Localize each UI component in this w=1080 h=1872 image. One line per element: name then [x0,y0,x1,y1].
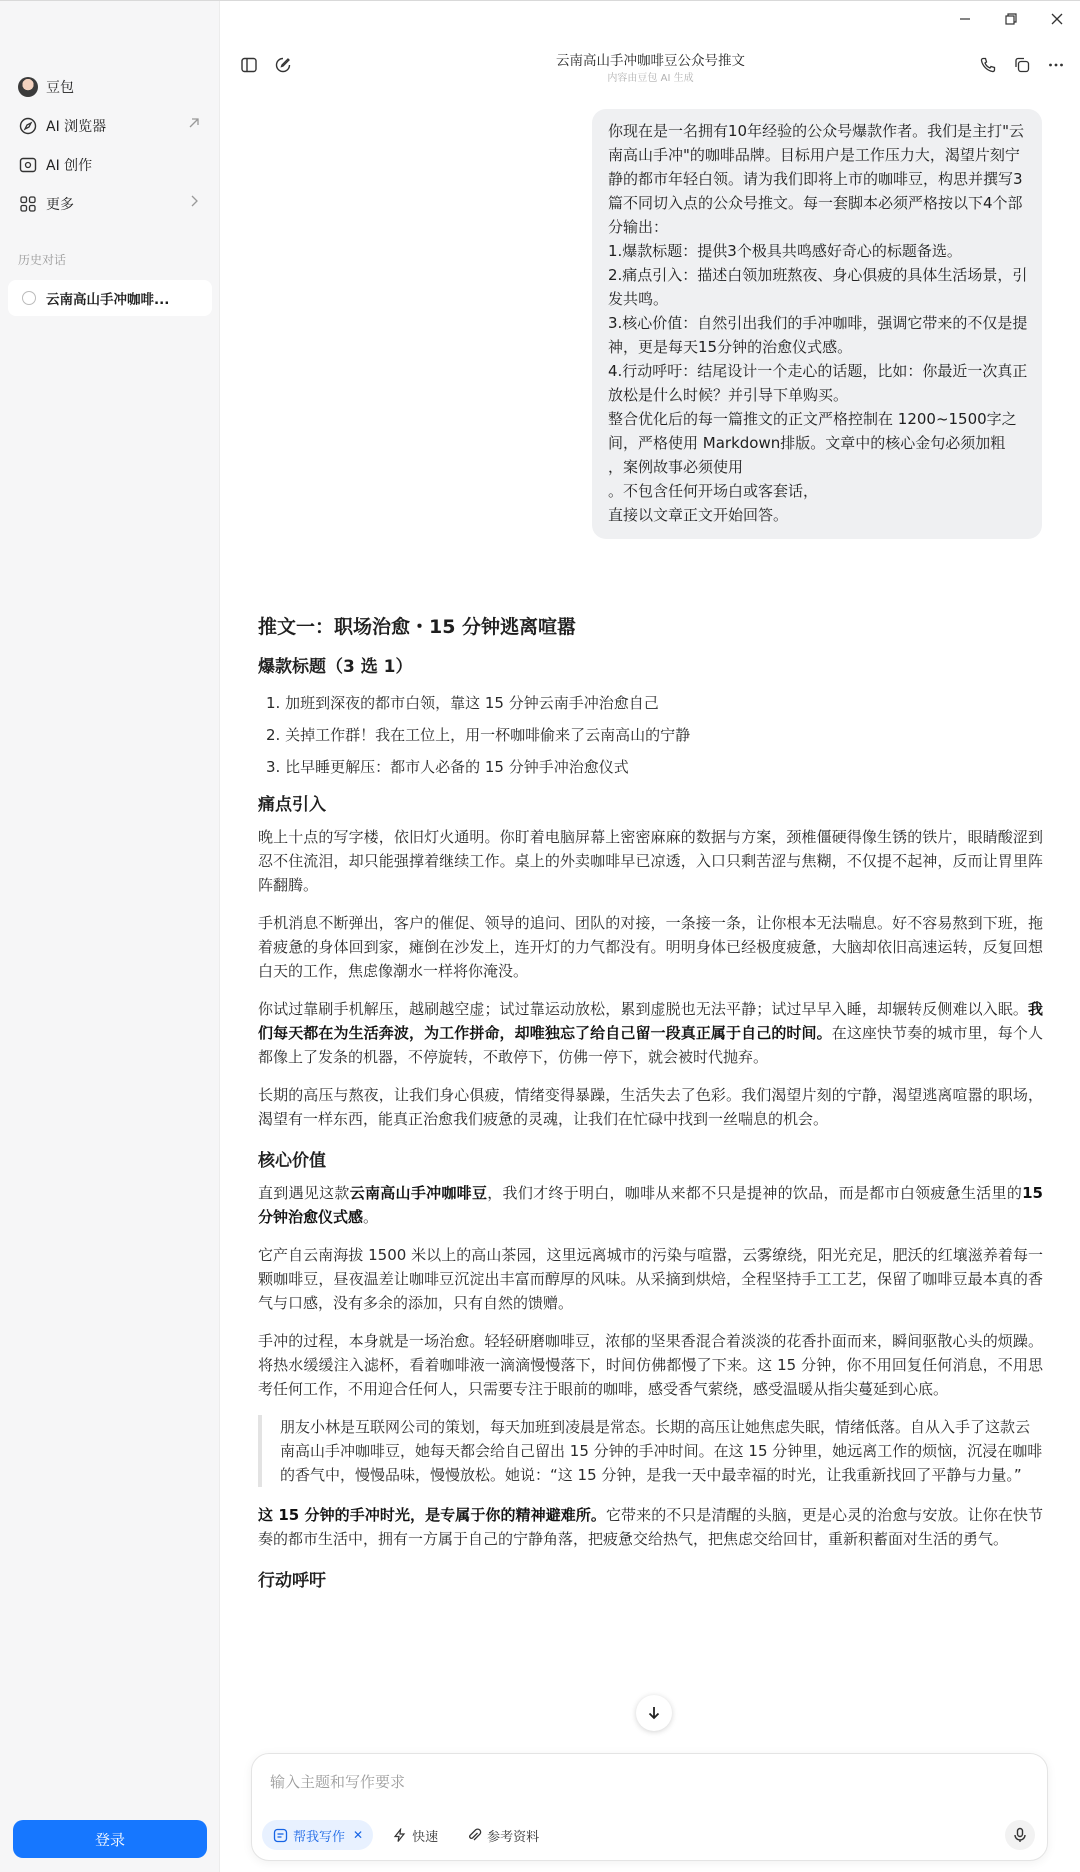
window-controls [942,1,1080,37]
sidebar-item-ai-create[interactable] [8,145,211,184]
conversation-title: 云南高山手冲咖啡豆公众号推文 [556,53,745,69]
chat-icon [22,291,36,305]
chevron-right-icon [187,194,201,212]
bold-product: 云南高山手冲咖啡豆 [349,1184,488,1202]
sidebar-nav [8,67,211,223]
section-heading-action: 行动呼吁 [258,1571,326,1591]
paperclip-icon [466,1827,482,1843]
bold-quote: 这 15 分钟的手冲时光，是专属于你的精神避难所。 [258,1506,606,1524]
header-right-tools [978,55,1066,75]
more-button[interactable] [1046,55,1066,75]
scroll-to-bottom-button[interactable] [636,1695,672,1731]
sidebar-item-label: AI 浏览器 [46,118,107,135]
chip-label: 参考资料 [487,1829,540,1845]
paragraph-text: ，我们才终于明白，咖啡从来都不只是提神的饮品，而是都市白领疲惫生活里的 [487,1184,1023,1202]
paragraph-text: 它带来的不只是清醒的头脑，更是心灵的治愈与安放。让你在快节奏的都市生活中，拥有一方属于自己的宁静角落，把疲惫交给热气，把焦虑交给回甘，重新积蓄面对生活的勇气。 [258,1506,1043,1548]
section-heading-pain: 痛点引入 [258,795,326,815]
paragraph-text: 直到遇见这款 [258,1184,350,1202]
paragraph [258,1503,1043,1551]
chip-label: 帮我写作 [293,1829,346,1845]
paragraph-text: 在这座快节奏的城市里，每个人都像上了发条的机器，不停旋转，不敢停下，仿佛一停下，就会被时代抛弃。 [258,1024,1043,1066]
copy-button[interactable] [1012,55,1032,75]
history-item-label: 云南高山手冲咖啡... [46,292,170,308]
voice-input-button[interactable] [1005,1820,1035,1850]
paragraph: 手机消息不断弹出，客户的催促、领导的追问、团队的对接，一条接一条，让你根本无法喘息。好不容易熬到下班，拖着疲惫的身体回到家，瘫倒在沙发上，连开灯的力气都没有。明明身体已经极度疲惫，大脑却依旧高速运转，反复回想白天的工作，焦虑像潮水一样将你淹没。 [258,914,1043,980]
paragraph-text: 。 [363,1208,379,1226]
restore-button[interactable] [988,1,1034,37]
microphone-icon [1012,1827,1028,1843]
reference-chip[interactable] [456,1820,549,1850]
case-story-quote: 朋友小林是互联网公司的策划，每天加班到凌晨是常态。长期的高压让她焦虑失眠，情绪低落。自从入手了这款云南高山手冲咖啡豆，她每天都会给自己留出 15 分钟的手冲时间。在这 15 分钟里，她远离工作的烦恼，沉浸在咖啡的香气中，慢慢品味，慢慢放松。她说：“这 15 分钟，是我一天中最幸福的时光，让我重新找回了平静与力量。” [258,1415,1043,1487]
paragraph [258,997,1043,1069]
message-composer [251,1753,1048,1861]
history-section-label: 历史对话 [18,253,67,267]
close-icon[interactable]: ✕ [353,1828,364,1842]
sidebar-item-label: 豆包 [46,79,74,96]
paragraph: 长期的高压与熬夜，让我们身心俱疲，情绪变得暴躁，生活失去了色彩。我们渴望片刻的宁静，渴望逃离喧嚣的职场，渴望有一样东西，能真正治愈我们疲惫的灵魂，让我们在忙碌中找到一丝喘息的机会。 [258,1086,1043,1128]
list-item: 2. 关掉工作群！我在工位上，用一杯咖啡偷来了云南高山的宁静 [266,726,691,744]
arrow-down-icon [646,1705,662,1721]
sidebar-item-ai-browser[interactable] [8,106,211,145]
sidebar [0,1,220,1872]
conversation-header [221,37,1080,87]
pen-icon [272,1827,288,1843]
sidebar-item-doubao[interactable] [8,67,211,106]
paragraph: 晚上十点的写字楼，依旧灯火通明。你盯着电脑屏幕上密密麻麻的数据与方案，颈椎僵硬得像生锈的铁片，眼睛酸涩到忍不住流泪，却只能强撑着继续工作。桌上的外卖咖啡早已凉透，入口只剩苦涩与焦糊，不仅提不起神，反而让胃里阵阵翻腾。 [258,828,1043,894]
call-button[interactable] [978,55,998,75]
sidebar-item-more[interactable] [8,184,211,223]
login-button[interactable]: 登录 [13,1820,207,1858]
paragraph: 手冲的过程，本身就是一场治愈。轻轻研磨咖啡豆，浓郁的坚果香混合着淡淡的花香扑面而来，瞬间驱散心头的烦躁。将热水缓缓注入滤杯，看着咖啡液一滴滴慢慢落下，时间仿佛都慢了下来。这 15 分钟，你不用回复任何消息，不用思考任何工作，不用迎合任何人，只需要专注于眼前的咖啡，感受香气萦绕，感受温暖从指尖蔓延到心底。 [258,1332,1043,1398]
user-message-bubble: 你现在是一名拥有10年经验的公众号爆款作者。我们是主打"云南高山手冲"的咖啡品牌。目标用户是工作压力大，渴望片刻宁静的都市年轻白领。请为我们即将上市的咖啡豆，构思并撰写3篇不同切入点的公众号推文。每一套脚本必须严格按以下4个部分输出： 1.爆款标题：提供3个极具共鸣感好奇心的标题备选。 2.痛点引入：描述白领加班熬夜、身心俱疲的具体生活场景，引发共鸣。 3.核心价值：自然引出我们的手冲咖啡，强调它带来的不仅是提神，更是每天15分钟的治愈仪式感。 4.行动呼吁：结尾设计一个走心的话题，比如：你最近一次真正放松是什么时候？并引导下单购买。 整合优化后的每一篇推文的正文严格控制在 1200~1500字之间，严格使用 Markdown排版。文章中的核心金句必须加粗 ，案例故事必须使用 。不包含任何开场白或客套话， 直接以文章正文开始回答。 [592,109,1042,539]
more-icon [1047,56,1065,74]
section-heading-headlines: 爆款标题（3 选 1） [258,657,413,677]
fast-mode-chip[interactable] [381,1820,448,1850]
list-item: 1. 加班到深夜的都市白领，靠这 15 分钟云南手冲治愈自己 [266,694,659,712]
writing-mode-chip[interactable] [262,1820,373,1850]
list-item: 3. 比早睡更解压：都市人必备的 15 分钟手冲治愈仪式 [266,758,629,776]
compass-icon [18,116,38,136]
paragraph [258,1181,1043,1229]
close-button[interactable] [1034,1,1080,37]
close-icon [1051,13,1063,25]
headline-list [258,687,1043,783]
image-icon [18,155,38,175]
chip-label: 快速 [412,1829,439,1845]
bold-ritual: 15 分钟治愈仪式感 [258,1184,1043,1226]
minimize-icon [959,13,971,25]
article-title: 推文一：职场治愈・15 分钟逃离喧嚣 [258,616,577,638]
composer-chips [262,1820,549,1850]
assistant-response [258,609,1043,1601]
section-heading-core: 核心价值 [258,1151,326,1171]
bolt-icon [391,1827,407,1843]
history-item[interactable] [8,280,212,316]
grid-icon [18,194,38,214]
arrow-up-right-icon [187,116,201,134]
ai-generated-note: 内容由豆包 AI 生成 [607,73,694,84]
paragraph: 它产自云南海拔 1500 米以上的高山茶园，这里远离城市的污染与喧嚣，云雾缭绕，阳光充足，肥沃的红壤滋养着每一颗咖啡豆，昼夜温差让咖啡豆沉淀出丰富而醇厚的风味。从采摘到烘焙，全程坚持手工工艺，保留了咖啡豆最本真的香气与口感，没有多余的添加，只有自然的馈赠。 [258,1246,1043,1312]
paragraph-text: 你试过靠刷手机解压，越刷越空虚；试过靠运动放松，累到虚脱也无法平静；试过早早入睡，却辗转反侧难以入眠。 [258,1000,1028,1018]
sidebar-item-label: 更多 [46,196,74,213]
restore-icon [1005,13,1017,25]
prompt-input[interactable] [270,1768,970,1796]
sidebar-item-label: AI 创作 [46,157,93,174]
bold-quote: 我们每天都在为生活奔波，为工作拼命，却唯独忘了给自己留一段真正属于自己的时间。 [258,1000,1043,1042]
copy-icon [1013,56,1031,74]
phone-icon [979,56,997,74]
avatar [18,77,38,97]
minimize-button[interactable] [942,1,988,37]
